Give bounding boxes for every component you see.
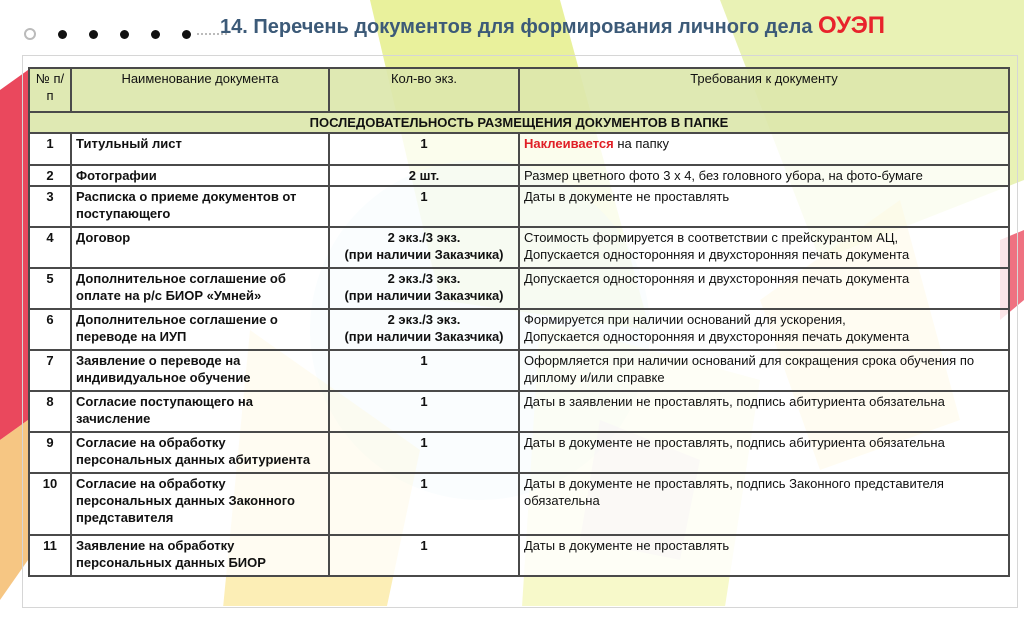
row-name: Согласие поступающего на зачисление bbox=[71, 391, 329, 432]
header-name: Наименование документа bbox=[71, 68, 329, 112]
row-num: 6 bbox=[29, 309, 71, 350]
row-requirements: Даты в документе не проставлять bbox=[519, 535, 1009, 576]
row-qty: 2 шт. bbox=[329, 165, 519, 186]
slide-decoration-dots bbox=[24, 28, 227, 40]
row-requirements bbox=[519, 133, 1009, 165]
row-num: 7 bbox=[29, 350, 71, 391]
row-name: Заявление на обработку персональных данных БИОР bbox=[71, 535, 329, 576]
qty-primary: 2 экз./3 экз. bbox=[387, 312, 461, 327]
row-name: Титульный лист bbox=[71, 133, 329, 165]
bullet-dot bbox=[182, 30, 191, 39]
row-qty bbox=[329, 227, 519, 268]
row-num: 10 bbox=[29, 473, 71, 535]
documents-table bbox=[28, 67, 1010, 577]
table-row bbox=[29, 186, 1009, 227]
table-row bbox=[29, 309, 1009, 350]
row-name: Договор bbox=[71, 227, 329, 268]
row-num: 2 bbox=[29, 165, 71, 186]
table-row bbox=[29, 165, 1009, 186]
header-requirements: Требования к документу bbox=[519, 68, 1009, 112]
qty-note: (при наличии Заказчика) bbox=[344, 247, 504, 262]
row-requirements: Даты в документе не проставлять, подпись абитуриента обязательна bbox=[519, 432, 1009, 473]
table-row bbox=[29, 227, 1009, 268]
row-name: Заявление о переводе на индивидуальное обучение bbox=[71, 350, 329, 391]
slide-title bbox=[220, 12, 885, 40]
section-row bbox=[29, 112, 1009, 133]
qty-note: (при наличии Заказчика) bbox=[344, 329, 504, 344]
row-requirements: Даты в документе не проставлять, подпись Законного представителя обязательна bbox=[519, 473, 1009, 535]
row-name: Согласие на обработку персональных данных абитуриента bbox=[71, 432, 329, 473]
table-row bbox=[29, 473, 1009, 535]
requirement-line: Формируется при наличии оснований для ускорения, bbox=[524, 312, 846, 327]
row-qty: 1 bbox=[329, 391, 519, 432]
bullet-dot bbox=[151, 30, 160, 39]
row-num: 3 bbox=[29, 186, 71, 227]
row-num: 11 bbox=[29, 535, 71, 576]
row-num: 5 bbox=[29, 268, 71, 309]
table-row bbox=[29, 432, 1009, 473]
table-row bbox=[29, 350, 1009, 391]
row-qty bbox=[329, 268, 519, 309]
bullet-dot bbox=[58, 30, 67, 39]
row-requirements: Оформляется при наличии оснований для сокращения срока обучения по диплому и/или справке bbox=[519, 350, 1009, 391]
requirement-line: Допускается односторонняя и двухсторонняя печать документа bbox=[524, 329, 910, 344]
header-qty: Кол-во экз. bbox=[329, 68, 519, 112]
row-name: Согласие на обработку персональных данных Законного представителя bbox=[71, 473, 329, 535]
row-name: Дополнительное соглашение о переводе на ИУП bbox=[71, 309, 329, 350]
row-name: Дополнительное соглашение об оплате на р/с БИОР «Умней» bbox=[71, 268, 329, 309]
requirement-highlight: Наклеивается bbox=[524, 136, 614, 151]
requirement-line: Допускается односторонняя и двухсторонняя печать документа bbox=[524, 247, 910, 262]
slide-title-main: 14. Перечень документов для формирования личного дела bbox=[220, 16, 819, 38]
row-requirements: Даты в документе не проставлять bbox=[519, 186, 1009, 227]
row-qty: 1 bbox=[329, 473, 519, 535]
row-num: 4 bbox=[29, 227, 71, 268]
row-requirements bbox=[519, 227, 1009, 268]
table-row bbox=[29, 268, 1009, 309]
bullet-dot bbox=[120, 30, 129, 39]
row-qty bbox=[329, 309, 519, 350]
header-row bbox=[29, 68, 1009, 112]
slide-title-accent: ОУЭП bbox=[818, 12, 886, 39]
bullet-dot bbox=[89, 30, 98, 39]
row-num: 9 bbox=[29, 432, 71, 473]
qty-primary: 2 экз./3 экз. bbox=[387, 271, 461, 286]
table-row bbox=[29, 535, 1009, 576]
row-requirements: Даты в заявлении не проставлять, подпись абитуриента обязательна bbox=[519, 391, 1009, 432]
row-qty: 1 bbox=[329, 133, 519, 165]
row-name: Фотографии bbox=[71, 165, 329, 186]
table-row bbox=[29, 391, 1009, 432]
requirement-text: на папку bbox=[613, 136, 669, 151]
row-num: 1 bbox=[29, 133, 71, 165]
row-requirements: Размер цветного фото 3 х 4, без головного убора, на фото-бумаге bbox=[519, 165, 1009, 186]
row-name: Расписка о приеме документов от поступающего bbox=[71, 186, 329, 227]
row-requirements: Допускается односторонняя и двухсторонняя печать документа bbox=[519, 268, 1009, 309]
table-row bbox=[29, 133, 1009, 165]
qty-primary: 2 экз./3 экз. bbox=[387, 230, 461, 245]
requirement-line: Стоимость формируется в соответствии с прейскурантом АЦ, bbox=[524, 230, 899, 245]
row-qty: 1 bbox=[329, 350, 519, 391]
header-num: № п/п bbox=[29, 68, 71, 112]
section-title: ПОСЛЕДОВАТЕЛЬНОСТЬ РАЗМЕЩЕНИЯ ДОКУМЕНТОВ В ПАПКЕ bbox=[29, 112, 1009, 133]
ring-dot bbox=[24, 28, 36, 40]
qty-note: (при наличии Заказчика) bbox=[344, 288, 504, 303]
row-qty: 1 bbox=[329, 432, 519, 473]
row-requirements bbox=[519, 309, 1009, 350]
row-num: 8 bbox=[29, 391, 71, 432]
row-qty: 1 bbox=[329, 535, 519, 576]
row-qty: 1 bbox=[329, 186, 519, 227]
